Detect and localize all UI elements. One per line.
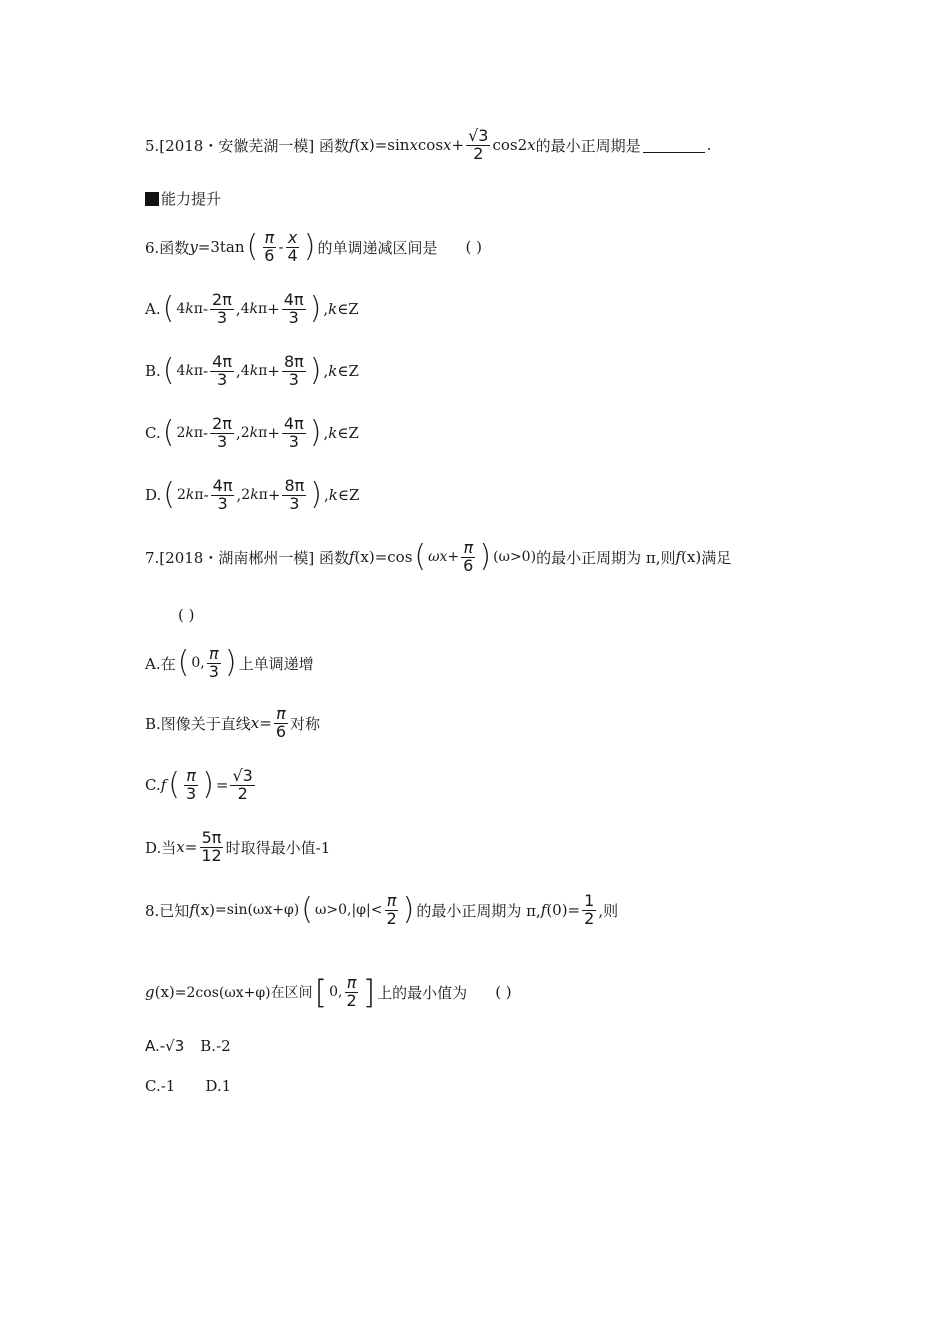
q8-option-d: D.1 — [205, 1077, 232, 1095]
q8-open-bracket: [ — [314, 973, 328, 1012]
var-k: k — [328, 362, 338, 381]
q8-xparen: (x) — [194, 901, 216, 920]
den: 2 — [237, 783, 248, 803]
option-label: C. — [145, 424, 161, 443]
fraction — [282, 354, 306, 389]
num: 4π — [212, 476, 233, 495]
den: 3 — [288, 369, 299, 389]
num: 4π — [283, 290, 304, 309]
pi: π — [193, 425, 204, 442]
q8-condition: ω>0,|φ|< — [314, 902, 383, 919]
num: 8π — [284, 476, 305, 495]
q5-suffix: 的最小正周期是 — [535, 136, 641, 155]
var-k: k — [185, 363, 194, 380]
q5-cos2: cos2 — [492, 136, 528, 155]
sep: , — [235, 300, 241, 319]
coef: 4 — [240, 301, 250, 318]
var-k: k — [185, 425, 194, 442]
q7-f2: f — [675, 548, 682, 567]
set: ∈Z — [337, 424, 359, 443]
q8-interval-start: 0, — [329, 984, 343, 1001]
question-6 — [145, 230, 482, 265]
q8-gx: (x) — [154, 983, 175, 1002]
q5-answer-blank — [643, 138, 705, 153]
q5-xparen: (x) — [354, 136, 375, 155]
coef: 2 — [241, 487, 251, 504]
q8-prefix: 8.已知 — [145, 901, 190, 920]
q5-frac-num: √3 — [468, 126, 489, 145]
q8-then: ,则 — [598, 901, 619, 920]
q8-close-paren: ) — [402, 892, 415, 928]
open-paren: ( — [177, 645, 190, 681]
var-k: k — [328, 300, 338, 319]
option-label: D.当 — [145, 838, 177, 857]
var-k: k — [250, 487, 259, 504]
option-label: B.图像关于直线 — [145, 714, 251, 733]
option-label: A.在 — [145, 654, 176, 673]
q7-open-paren: ( — [414, 539, 427, 575]
q8-options-row1 — [145, 1037, 231, 1055]
q8-open-paren: ( — [301, 892, 313, 928]
op: - — [202, 300, 209, 319]
coef: 2 — [240, 425, 250, 442]
var-k: k — [185, 301, 194, 318]
q5-x3: x — [527, 136, 536, 155]
q6-option-c — [145, 416, 359, 451]
fraction — [184, 768, 198, 803]
open-paren: ( — [162, 415, 175, 451]
q5-f: f — [348, 136, 355, 155]
q8-int-den: 2 — [346, 990, 357, 1010]
sep: , — [323, 424, 329, 443]
q8-f: f — [189, 901, 195, 920]
op: + — [267, 486, 281, 505]
q8-half-num: 1 — [584, 891, 595, 910]
pi: π — [258, 301, 268, 318]
q8-f0-paren: (0)= — [546, 901, 581, 920]
fraction — [211, 478, 235, 513]
den: 3 — [186, 783, 197, 803]
den: 3 — [216, 431, 228, 451]
sep: , — [235, 424, 241, 443]
op: + — [267, 424, 280, 443]
zero: 0, — [191, 655, 205, 672]
coef: 4 — [240, 363, 250, 380]
var-k: k — [185, 487, 195, 504]
var-x: x — [250, 714, 260, 733]
den: 12 — [201, 845, 222, 865]
q6-frac1-num: π — [264, 228, 275, 247]
q6-y: y — [189, 238, 198, 257]
q7-answer-blank: ( ) — [178, 606, 195, 624]
q8-interval-fraction — [345, 975, 359, 1010]
q6-option-b — [145, 354, 359, 389]
var-k: k — [328, 486, 338, 505]
den: 3 — [217, 493, 228, 513]
num: 4π — [212, 352, 233, 371]
q7-fraction — [461, 540, 475, 575]
option-label: A. — [145, 300, 161, 319]
fraction — [210, 292, 234, 327]
option-label: D. — [145, 486, 162, 505]
q8-half — [582, 893, 596, 928]
suffix: 上单调递增 — [238, 654, 314, 673]
q7-frac-den: 6 — [463, 555, 474, 575]
q7-option-c — [145, 768, 257, 803]
coef: 2 — [176, 487, 186, 504]
q7-suffix2: 满足 — [701, 548, 732, 567]
option-label: B. — [145, 362, 161, 381]
set: ∈Z — [337, 300, 359, 319]
den: 3 — [217, 369, 228, 389]
q8-option-a: A.-√3 — [145, 1037, 185, 1055]
fraction — [210, 416, 234, 451]
q8-answer-blank: ( ) — [495, 983, 512, 1002]
pi: π — [258, 487, 268, 504]
q7-f: f — [348, 548, 355, 567]
den: 3 — [288, 431, 299, 451]
q8-suffix: 的最小正周期为 π, — [416, 901, 541, 920]
q5-cos: cos — [417, 136, 444, 155]
q7-condition: (ω>0) — [493, 549, 537, 566]
pi: π — [193, 363, 204, 380]
num: √3 — [232, 766, 253, 785]
set: ∈Z — [337, 486, 360, 505]
fraction — [282, 292, 306, 327]
pi: π — [258, 363, 268, 380]
op: + — [267, 362, 280, 381]
eq: = — [184, 838, 198, 857]
open-paren: ( — [162, 291, 175, 327]
question-8 — [145, 893, 618, 928]
open-paren: ( — [163, 477, 175, 513]
q7-option-a — [145, 646, 314, 681]
q8-frac-num: π — [386, 891, 397, 910]
num: 8π — [283, 352, 304, 371]
op: - — [203, 362, 209, 381]
den: 3 — [208, 661, 219, 681]
fraction — [274, 706, 288, 741]
pi: π — [194, 487, 204, 504]
op: + — [267, 300, 280, 319]
fraction — [230, 768, 254, 803]
set: ∈Z — [337, 362, 359, 381]
q8-options-row2 — [145, 1077, 231, 1095]
q8-fraction — [384, 893, 398, 928]
q6-frac2 — [286, 230, 300, 265]
q7-omega-x: ωx+ — [428, 549, 460, 566]
q7-suffix: 的最小正周期为 π,则 — [536, 548, 676, 567]
den: 6 — [275, 721, 287, 741]
sep: , — [323, 486, 329, 505]
var-k: k — [249, 425, 259, 442]
q8-close-bracket: ] — [362, 973, 376, 1012]
question-8-line2 — [145, 975, 512, 1010]
q5-eq: =sin — [374, 136, 410, 155]
q6-option-a — [145, 292, 359, 327]
close-paren: ) — [202, 767, 214, 803]
fraction — [199, 830, 223, 865]
sep: , — [236, 362, 241, 381]
den: 3 — [288, 307, 299, 327]
var-k: k — [328, 424, 338, 443]
close-paren: ) — [224, 645, 237, 681]
q7-answer-blank-line — [178, 606, 194, 624]
q5-fraction — [466, 128, 490, 163]
q6-frac1-den: 6 — [264, 245, 275, 265]
option-label: C. — [145, 776, 161, 795]
op: - — [203, 486, 209, 505]
var-k: k — [249, 363, 259, 380]
eq: = — [259, 714, 272, 733]
close-paren: ) — [310, 477, 322, 513]
q7-frac-num: π — [463, 538, 474, 557]
eq: = — [215, 776, 229, 795]
num: π — [276, 704, 286, 723]
q7-xparen2: (x) — [681, 548, 702, 567]
num: 5π — [201, 828, 222, 847]
q8-option-b: B.-2 — [200, 1037, 231, 1055]
q6-open-paren: ( — [246, 229, 259, 265]
question-7 — [145, 540, 731, 575]
q5-x1: x — [409, 136, 418, 155]
open-paren: ( — [168, 767, 180, 803]
coef: 4 — [176, 301, 186, 318]
sep: , — [323, 300, 329, 319]
q8-half-den: 2 — [584, 908, 595, 928]
coef: 4 — [176, 363, 186, 380]
q6-frac1 — [262, 230, 276, 265]
section-square-icon — [145, 192, 159, 206]
question-5 — [145, 128, 711, 163]
q5-prefix: 5.[2018・安徽芜湖一模] 函数 — [145, 136, 349, 155]
q8-eq: =sin(ωx+φ) — [215, 902, 300, 919]
sep: , — [236, 486, 242, 505]
q7-option-b — [145, 706, 320, 741]
q6-prefix: 6.函数 — [145, 238, 190, 257]
fraction — [282, 416, 306, 451]
q5-plus: + — [451, 136, 465, 155]
q6-eq: =3tan — [197, 238, 245, 257]
q7-close-paren: ) — [479, 539, 492, 575]
var-k: k — [249, 301, 259, 318]
var-x: x — [176, 838, 185, 857]
q7-xparen: (x) — [354, 548, 375, 567]
q8-int-num: π — [346, 973, 357, 992]
pi: π — [258, 425, 268, 442]
q6-frac2-num: x — [287, 228, 298, 247]
suffix: 时取得最小值-1 — [225, 838, 331, 857]
num: π — [208, 644, 219, 663]
q7-eq: =cos — [374, 548, 413, 567]
q6-close-paren: ) — [303, 229, 316, 265]
close-paren: ) — [309, 291, 322, 327]
section-heading — [145, 188, 221, 209]
fraction — [210, 354, 234, 389]
func-f: f — [160, 776, 167, 795]
q6-option-d — [145, 478, 359, 513]
op: - — [203, 424, 209, 443]
den: 3 — [289, 493, 300, 513]
q6-suffix: 的单调递减区间是 — [317, 238, 438, 257]
q8-gsuffix: 上的最小值为 — [377, 983, 468, 1002]
fraction — [207, 646, 221, 681]
q8-f0: f — [540, 901, 547, 920]
q8-g: g — [145, 983, 155, 1002]
fraction — [282, 478, 306, 513]
pi: π — [193, 301, 203, 318]
q6-answer-blank: ( ) — [465, 238, 482, 257]
num: 4π — [283, 414, 304, 433]
suffix: 对称 — [290, 714, 321, 733]
coef: 2 — [176, 425, 186, 442]
num: π — [186, 766, 196, 785]
den: 3 — [216, 307, 228, 327]
q5-x2: x — [443, 136, 452, 155]
q8-frac-den: 2 — [386, 908, 397, 928]
q7-prefix: 7.[2018・湖南郴州一模] 函数 — [145, 548, 349, 567]
q5-end: . — [706, 136, 712, 155]
close-paren: ) — [309, 415, 322, 451]
q5-frac-den: 2 — [473, 143, 484, 163]
q6-minus: - — [278, 238, 284, 257]
open-paren: ( — [162, 353, 175, 389]
q7-option-d — [145, 830, 330, 865]
q8-geq: =2cos(ωx+φ)在区间 — [174, 985, 313, 1002]
num: 2π — [212, 290, 232, 309]
q8-option-c: C.-1 — [145, 1077, 176, 1095]
sep: , — [323, 362, 329, 381]
num: 2π — [212, 414, 232, 433]
section-title: 能力提升 — [161, 190, 222, 208]
close-paren: ) — [309, 353, 322, 389]
q6-frac2-den: 4 — [287, 245, 298, 265]
